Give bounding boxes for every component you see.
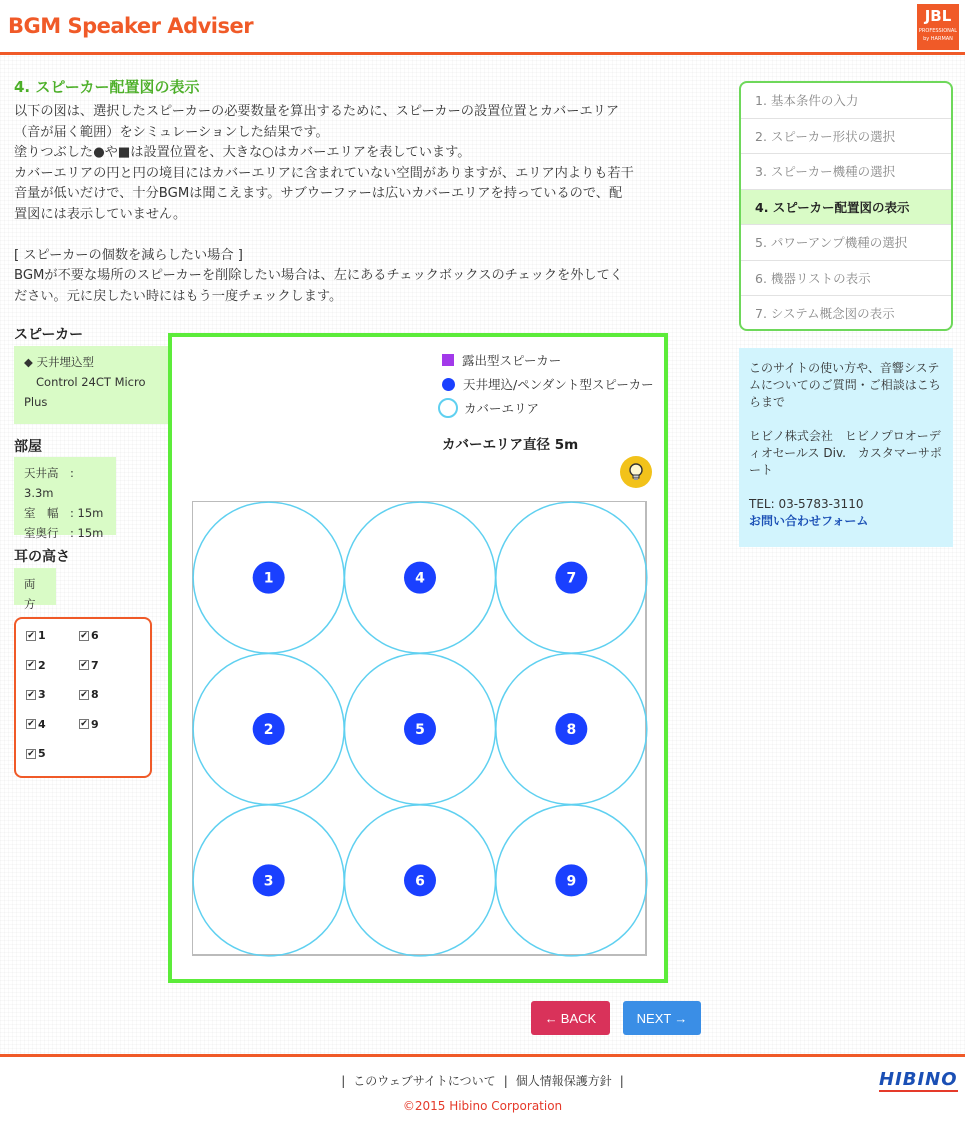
speaker-checkbox-2[interactable] <box>26 659 46 672</box>
coverage-area-icon <box>438 398 458 418</box>
speaker-checkbox-4[interactable] <box>26 718 46 731</box>
speaker-checkbox-1[interactable] <box>26 629 46 642</box>
speaker-checkbox-label: 4 <box>38 717 46 731</box>
next-button-label: NEXT <box>636 1010 672 1026</box>
intro-line: [ スピーカーの個数を減らしたい場合 ] <box>14 247 243 263</box>
back-button[interactable] <box>531 1001 610 1035</box>
legend-exposed-label: 露出型スピーカー <box>462 353 562 368</box>
checkmark-icon[interactable]: ✔ <box>27 748 35 759</box>
contact-form-link[interactable]: お問い合わせフォーム <box>749 514 869 528</box>
speaker-checkbox-label: 1 <box>38 629 46 642</box>
speaker-checkbox-5[interactable] <box>26 747 46 760</box>
support-tel: TEL: 03-5783-3110 <box>749 497 864 511</box>
footer <box>0 1054 965 1122</box>
speaker-number: 4 <box>415 570 425 587</box>
speaker-number: 8 <box>566 721 577 738</box>
speaker-checkbox-label: 2 <box>38 658 46 672</box>
legend-coverage-label: カバーエリア <box>464 401 540 416</box>
arrow-left-icon: ← <box>544 1010 558 1026</box>
speaker-label: スピーカー <box>14 327 84 343</box>
speaker-model-line2: Plus <box>24 395 48 409</box>
hibino-logo[interactable]: HIBINO <box>879 1069 958 1090</box>
speaker-model: Control 24CT Micro <box>36 375 146 389</box>
ear-height-info <box>14 568 56 611</box>
intro-line: 音量が低いだけで、十分BGMは聞こえます。サブウーファーは広いカバーエリアを持っているので、配 <box>14 186 623 201</box>
speaker-type: ◆ 天井埋込型 <box>24 355 94 369</box>
speaker-checkbox-group <box>14 617 152 778</box>
step-navigation <box>739 81 953 331</box>
speaker-info <box>14 346 169 424</box>
intro-line: ださい。元に戻したい時にはもう一度チェックします。 <box>14 288 343 304</box>
speaker-checkbox-8[interactable] <box>79 688 99 701</box>
legend-ceiling-label: 天井埋込/ペンダント型スピーカー <box>463 377 654 392</box>
page-title: 4. スピーカー配置図の表示 <box>14 78 200 96</box>
lightbulb-icon[interactable] <box>620 456 652 488</box>
arrow-right-icon: → <box>674 1010 688 1026</box>
speaker-number: 7 <box>566 570 577 587</box>
footer-link-about[interactable]: このウェブサイトについて <box>353 1074 496 1088</box>
jbl-pro-text: PROFESSIONAL <box>918 28 958 34</box>
speaker-checkbox-9[interactable] <box>79 718 99 731</box>
coverage-diameter-title: カバーエリア直径 5m <box>442 437 579 453</box>
step-item-6[interactable]: 6. 機器リストの表示 <box>741 261 951 297</box>
checkmark-icon[interactable]: ✔ <box>27 630 35 641</box>
speaker-number: 6 <box>415 873 425 890</box>
support-company: ヒビノ株式会社 ヒビノプロオーディオセールス Div. カスタマーサポート <box>749 429 942 477</box>
legend-ceiling <box>442 375 654 393</box>
intro-line <box>14 225 714 246</box>
support-intro: このサイトの使い方や、音響システムについてのご質問・ご相談はこちらまで <box>749 361 941 409</box>
intro-line: （音が届く範囲）をシミュレーションした結果です。 <box>14 124 329 140</box>
legend-coverage <box>438 398 539 418</box>
back-button-label: BACK <box>560 1010 597 1026</box>
checkmark-icon[interactable]: ✔ <box>27 660 35 670</box>
ear-height-label: 耳の高さ <box>14 549 70 565</box>
checkmark-icon[interactable]: ✔ <box>80 660 88 670</box>
step-item-4[interactable]: 4. スピーカー配置図の表示 <box>741 190 951 226</box>
speaker-checkbox-label: 3 <box>38 688 46 701</box>
checkmark-icon[interactable]: ✔ <box>80 689 88 700</box>
speaker-checkbox-label: 9 <box>91 717 99 731</box>
copyright: ©2015 Hibino Corporation <box>402 1099 563 1113</box>
checkmark-icon[interactable]: ✔ <box>27 719 35 729</box>
header <box>0 0 965 55</box>
jbl-logo-text: JBL <box>924 7 952 25</box>
speaker-checkbox-3[interactable] <box>26 688 46 701</box>
speaker-checkbox-label: 7 <box>91 658 99 672</box>
speaker-checkbox-label: 5 <box>38 747 46 760</box>
speaker-checkbox-label: 6 <box>91 629 99 642</box>
next-button[interactable] <box>623 1001 701 1035</box>
step-item-5[interactable]: 5. パワーアンプ機種の選択 <box>741 225 951 261</box>
speaker-checkbox-label: 8 <box>91 688 99 701</box>
room-width: 室 幅 : 15m <box>24 506 104 520</box>
speaker-number: 3 <box>263 873 274 890</box>
room-depth: 室奥行 : 15m <box>24 526 104 540</box>
checkmark-icon[interactable]: ✔ <box>80 630 88 641</box>
step-item-3[interactable]: 3. スピーカー機種の選択 <box>741 154 951 190</box>
room-info <box>14 457 116 540</box>
speaker-number: 9 <box>566 873 577 890</box>
footer-links: | このウェブサイトについて | 個人情報保護方針 | <box>341 1074 624 1088</box>
speaker-checkbox-6[interactable] <box>79 629 99 642</box>
exposed-speaker-icon <box>442 354 454 366</box>
intro-line: カバーエリアの円と円の境目にはカバーエリアに含まれていない空間がありますが、エリア内よりも若干 <box>14 165 634 181</box>
checkmark-icon[interactable]: ✔ <box>80 719 88 729</box>
support-panel <box>739 348 953 547</box>
footer-link-privacy[interactable]: 個人情報保護方針 <box>515 1074 612 1088</box>
speaker-number: 5 <box>415 721 425 738</box>
speaker-number: 1 <box>263 570 274 587</box>
app-title[interactable]: BGM Speaker Adviser <box>8 14 254 38</box>
ear-height-value: 両方 <box>24 577 36 611</box>
intro-line: 以下の図は、選択したスピーカーの必要数量を算出するために、スピーカーの設置位置とカバーエリア <box>14 104 620 119</box>
intro-line: 塗りつぶした●や■は設置位置を、大きな○はカバーエリアを表しています。 <box>14 145 471 160</box>
room-floor-plan <box>192 501 648 957</box>
speaker-layout-diagram <box>168 333 668 983</box>
step-item-7[interactable]: 7. システム概念図の表示 <box>755 306 895 321</box>
jbl-logo <box>917 4 959 50</box>
intro-text <box>14 102 714 307</box>
speaker-checkbox-7[interactable] <box>79 659 99 672</box>
step-item-1[interactable]: 1. 基本条件の入力 <box>741 83 951 119</box>
room-label: 部屋 <box>14 439 42 455</box>
room-ceiling: 天井高 : 3.3m <box>24 466 74 500</box>
ceiling-speaker-icon <box>442 378 455 391</box>
legend-exposed <box>442 351 561 369</box>
intro-line: BGMが不要な場所のスピーカーを削除したい場合は、左にあるチェックボックスのチェックを外してく <box>14 268 623 283</box>
step-item-2[interactable]: 2. スピーカー形状の選択 <box>741 119 951 155</box>
checkmark-icon[interactable]: ✔ <box>27 689 35 700</box>
jbl-harman-text: by HARMAN <box>923 36 953 42</box>
intro-line: 置図には表示していません。 <box>14 206 187 222</box>
speaker-number: 2 <box>263 721 274 738</box>
